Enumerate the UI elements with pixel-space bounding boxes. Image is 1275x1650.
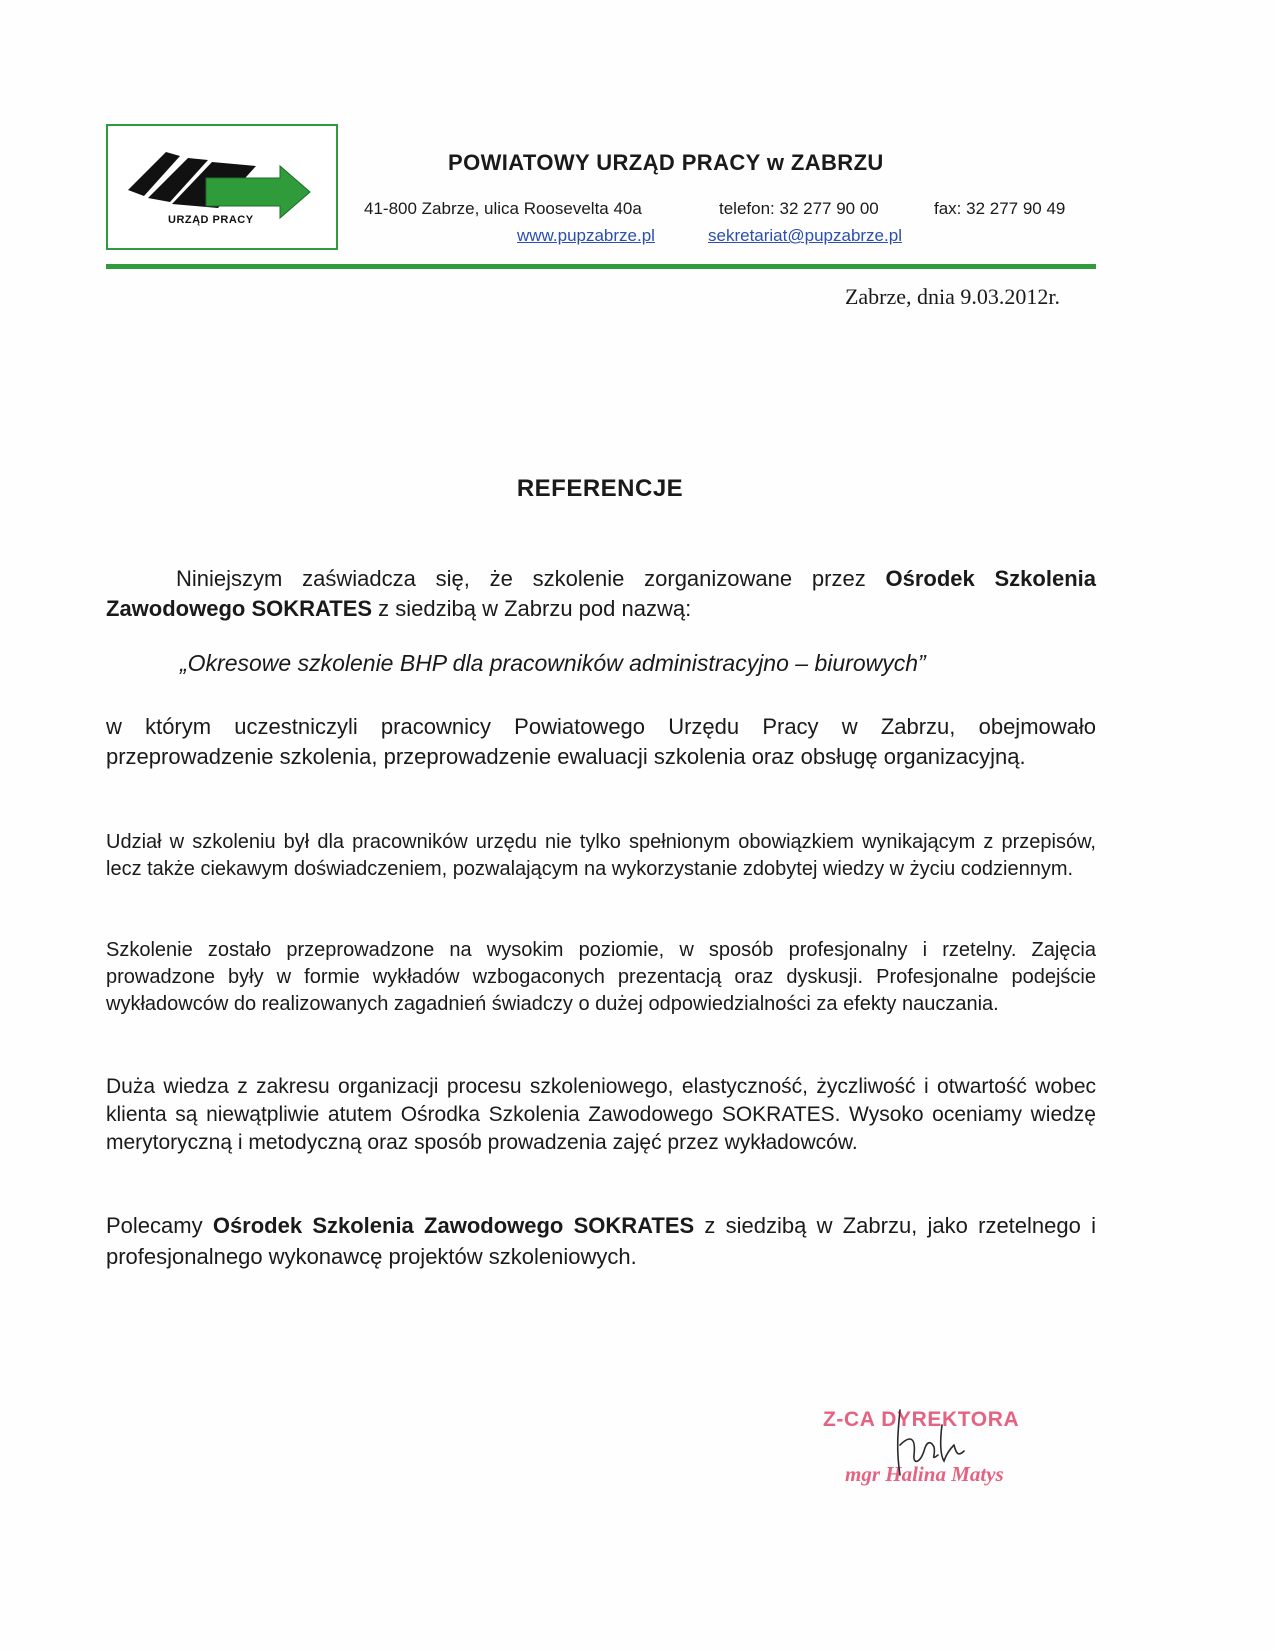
phone-number: telefon: 32 277 90 00 xyxy=(719,199,879,218)
institution-name: Ośrodek Szkolenia Zawodowego SOKRATES xyxy=(212,1213,695,1238)
stamp-name: mgr Halina Matys xyxy=(845,1462,1004,1486)
paragraph-intro-text-end: z siedzibą w Zabrzu pod nazwą: xyxy=(372,596,692,621)
website-link[interactable]: www.pupzabrze.pl xyxy=(517,226,655,245)
institution-name: Ośrodek Szkolenia Zawodowego SOKRATES xyxy=(106,566,1096,621)
paragraph-intro xyxy=(106,564,1096,624)
training-name: „Okresowe szkolenie BHP dla pracowników administracyjno – biurowych” xyxy=(180,650,926,676)
document-title: REFERENCJE xyxy=(516,475,684,502)
signature-icon xyxy=(880,1395,990,1485)
address: 41-800 Zabrze, ulica Roosevelta 40a xyxy=(364,199,642,218)
recommendation-text-end: z siedzibą w Zabrzu, jako rzetelnego i profesjonalnego wykonawcę projektów szkoleniowych. xyxy=(106,1213,1096,1269)
paragraph-participation: Udział w szkoleniu był dla pracowników urzędu nie tylko spełnionym obowiązkiem wynikającym z przepisów, lecz także ciekawym doświadczeniem, pozwalającym na wykorzystanie zdobytej wiedzy w życiu codziennym. xyxy=(106,831,1096,880)
paragraph-quality: Szkolenie zostało przeprowadzone na wysokim poziomie, w sposób profesjonalny i rzetelny. Zajęcia prowadzone były w formie wykładów wzbogaconych prezentacją oraz dyskusji. Profesjonalne podejście wykładowców do realizowanych zagadnień świadczy o dużej odpowiedzialności za efekty nauczania. xyxy=(106,939,1096,1015)
logo-arrows-icon xyxy=(108,126,340,252)
recommendation-text: Polecamy xyxy=(106,1213,213,1238)
organization-name: POWIATOWY URZĄD PRACY w ZABRZU xyxy=(448,150,884,175)
paragraph-intro-text: Niniejszym zaświadcza się, że szkolenie zorganizowane przez xyxy=(176,566,886,591)
paragraph-assessment: Duża wiedza z zakresu organizacji procesu szkoleniowego, elastyczność, życzliwość i otwartość wobec klienta są niewątpliwie atutem Ośrodka Szkolenia Zawodowego SOKRATES. Wysoko oceniamy wiedzę merytoryczną i metodyczną oraz sposób prowadzenia zajęć przez wykładowców. xyxy=(106,1075,1096,1154)
stamp-title: Z-CA DYREKTORA xyxy=(823,1408,1020,1431)
paragraph-recommendation xyxy=(106,1210,1096,1272)
email-link[interactable]: sekretariat@pupzabrze.pl xyxy=(708,226,902,245)
header-divider xyxy=(106,264,1096,269)
logo xyxy=(106,124,338,250)
paragraph-scope: w którym uczestniczyli pracownicy Powiatowego Urzędu Pracy w Zabrzu, obejmowało przeprowadzenie szkolenia, przeprowadzenie ewaluacji szkolenia oraz obsługę organizacyjną. xyxy=(106,714,1096,769)
fax-number: fax: 32 277 90 49 xyxy=(934,199,1066,218)
logo-caption: URZĄD PRACY xyxy=(168,214,254,226)
letter-date: Zabrze, dnia 9.03.2012r. xyxy=(844,284,1060,309)
